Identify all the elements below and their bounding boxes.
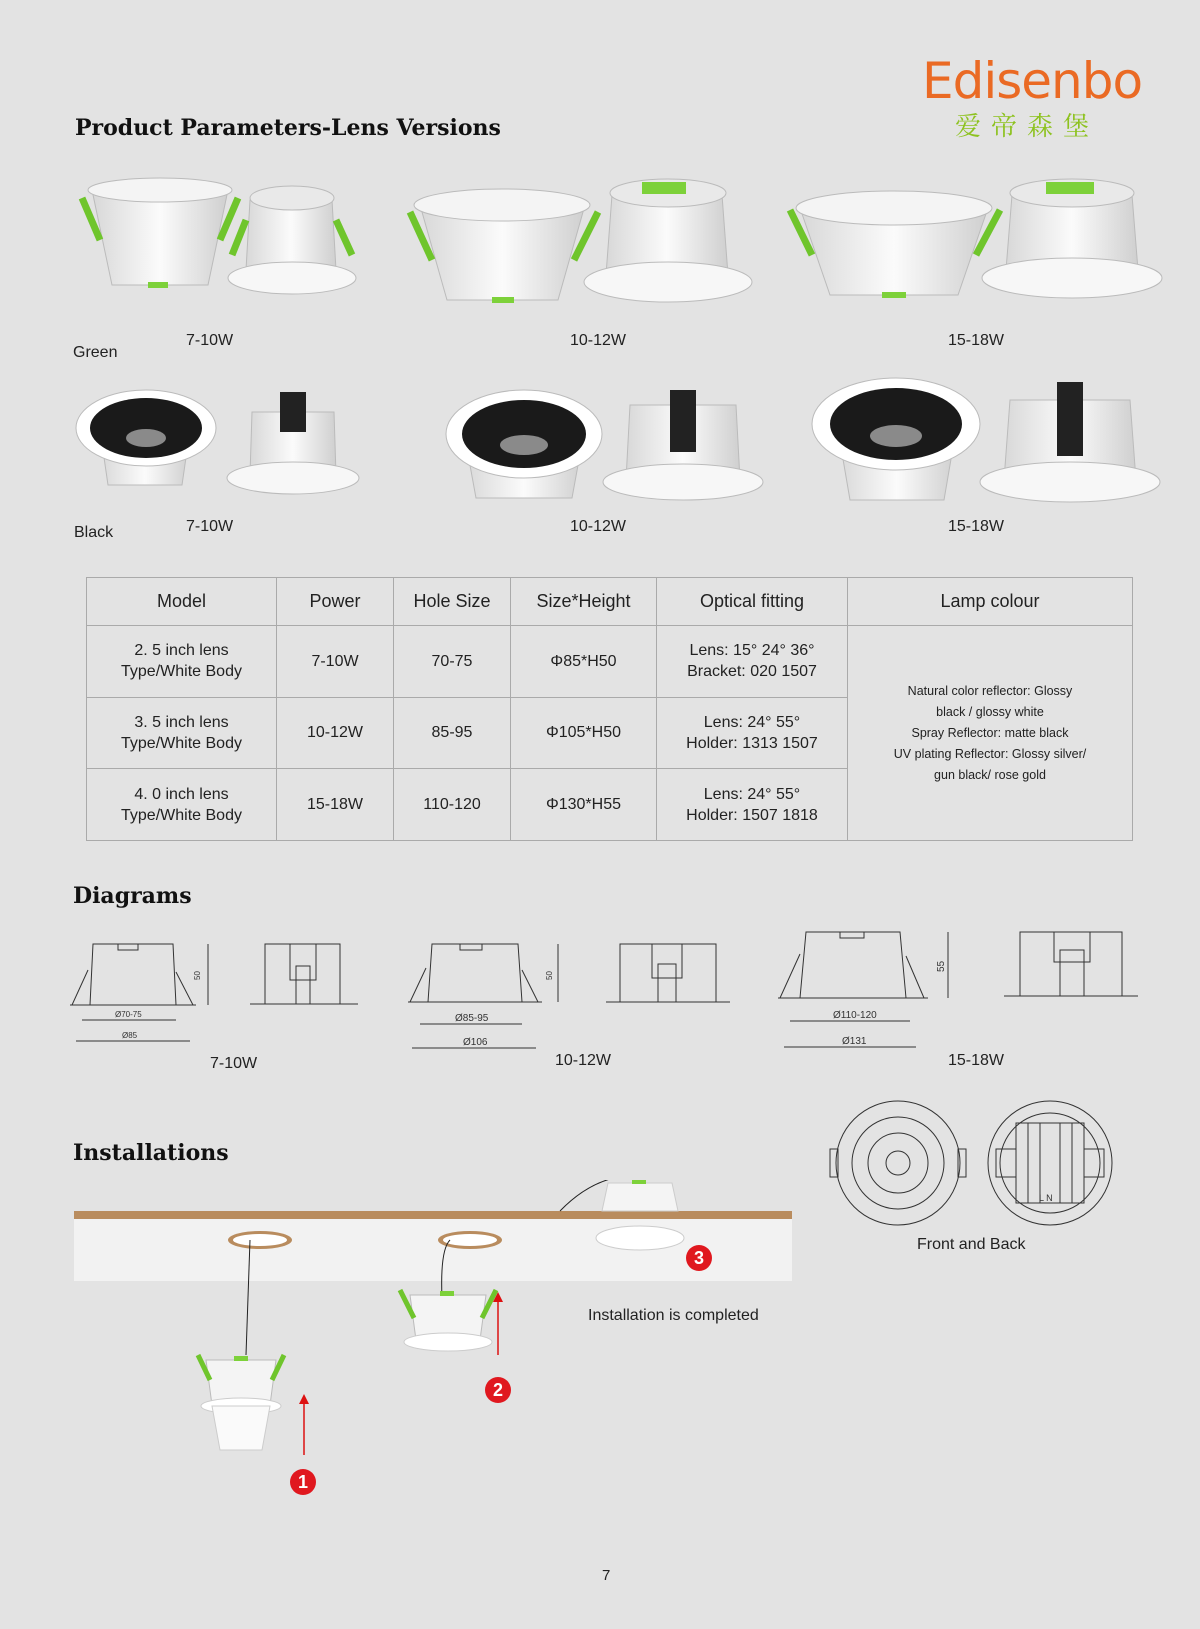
model-line: Type/White Body	[121, 806, 242, 824]
diagram-outer-label: Ø131	[842, 1036, 867, 1047]
diagram-height-label: 50	[545, 971, 554, 980]
product-photos	[0, 160, 1200, 560]
back-view	[988, 1101, 1112, 1225]
diagram-power-label: 15-18W	[948, 1052, 1005, 1069]
model-line: 3. 5 inch lens	[134, 713, 229, 731]
hole-cell: 110-120	[394, 769, 511, 841]
diagram-large-front	[778, 932, 948, 1047]
power-label: 15-18W	[948, 518, 1005, 535]
lamp-green-large-front	[790, 191, 1000, 298]
ceiling-hole-inner	[233, 1234, 287, 1246]
header-model: Model	[87, 578, 277, 626]
power-label: 7-10W	[186, 518, 234, 535]
lamp-colour-cell	[848, 626, 1133, 841]
size-cell: Φ130*H55	[511, 769, 657, 841]
lamp-green-small-back	[228, 186, 356, 294]
lamp-black-small-front	[76, 390, 216, 485]
diagram-inner-label: Ø85-95	[455, 1013, 489, 1024]
header-power: Power	[277, 578, 394, 626]
ceiling-hole-inner	[443, 1234, 497, 1246]
step-2-badge: 2	[485, 1377, 511, 1403]
model-line: 4. 0 inch lens	[134, 785, 229, 803]
diagram-inner-label: Ø110-120	[833, 1010, 877, 1021]
header-lamp-colour: Lamp colour	[848, 578, 1133, 626]
power-label: 10-12W	[570, 518, 627, 535]
optical-cell	[657, 697, 848, 769]
hole-cell: 70-75	[394, 626, 511, 698]
brand-chinese-name: 爱帝森堡	[955, 112, 1100, 142]
optical-line: Holder: 1313 1507	[686, 734, 818, 752]
size-cell: Φ85*H50	[511, 626, 657, 698]
diagram-outer-label: Ø106	[463, 1037, 488, 1048]
model-line: Type/White Body	[121, 663, 242, 681]
diagram-inner-label: Ø70-75	[115, 1010, 142, 1019]
installed-lamp-body	[602, 1183, 678, 1211]
lamp-colour-line: gun black/ rose gold	[934, 767, 1046, 782]
lamp-colour-line: Natural color reflector: Glossy	[907, 683, 1073, 698]
lamp-black-large-front	[812, 378, 980, 500]
diagram-medium-front	[408, 944, 558, 1048]
model-line: 2. 5 inch lens	[134, 642, 229, 660]
lamp-black-small-back	[227, 392, 359, 494]
lamp-step-2	[400, 1290, 496, 1351]
diagram-medium-back	[606, 944, 730, 1002]
diagram-large-back	[1004, 932, 1138, 996]
color-label-black: Black	[74, 524, 114, 541]
terminal-label: L N	[1039, 1193, 1053, 1203]
arrow-step-2	[493, 1292, 503, 1355]
page-title: Product Parameters-Lens Versions	[75, 115, 501, 141]
front-view	[830, 1101, 966, 1225]
step-3-badge: 3	[686, 1245, 712, 1271]
power-label: 7-10W	[186, 332, 234, 349]
hole-cell: 85-95	[394, 697, 511, 769]
arrow-step-1	[299, 1394, 309, 1455]
lamp-green-medium-front	[410, 189, 598, 303]
optical-line: Lens: 24° 55°	[703, 713, 801, 731]
lamp-green-small-front	[82, 178, 238, 288]
diagrams-heading: Diagrams	[73, 883, 192, 909]
lamp-colour-line: black / glossy white	[936, 704, 1044, 719]
step-1-badge: 1	[290, 1469, 316, 1495]
lamp-colour-line: UV plating Reflector: Glossy silver/	[893, 746, 1087, 761]
optical-cell	[657, 769, 848, 841]
optical-cell	[657, 626, 848, 698]
lamp-colour-line: Spray Reflector: matte black	[911, 725, 1069, 740]
power-label: 10-12W	[570, 332, 627, 349]
diagram-power-label: 7-10W	[210, 1055, 258, 1072]
brand-logo: Edisenbo	[922, 52, 1143, 110]
optical-line: Bracket: 020 1507	[687, 663, 817, 681]
installation-completed-label: Installation is completed	[588, 1307, 759, 1324]
diagram-height-label: 55	[936, 960, 947, 972]
diagram-outer-label: Ø85	[122, 1031, 138, 1040]
power-cell: 7-10W	[277, 626, 394, 698]
ceiling-board-edge	[74, 1211, 792, 1219]
lamp-step-1	[198, 1355, 284, 1450]
diagram-height-label: 50	[193, 971, 202, 980]
optical-line: Lens: 24° 55°	[703, 785, 801, 803]
installed-lamp-trim	[596, 1226, 684, 1250]
installations-heading: Installations	[73, 1140, 229, 1166]
optical-line: Holder: 1507 1818	[686, 806, 818, 824]
power-label: 15-18W	[948, 332, 1005, 349]
model-cell	[87, 769, 277, 841]
ceiling-board	[74, 1211, 792, 1281]
size-cell: Φ105*H50	[511, 697, 657, 769]
lamp-black-medium-front	[446, 390, 602, 498]
table-header-row	[87, 578, 1133, 626]
diagram-small-back	[250, 944, 358, 1004]
page-number: 7	[602, 1567, 611, 1584]
model-cell	[87, 626, 277, 698]
spec-table	[86, 577, 1133, 841]
lamp-green-large-back	[982, 179, 1162, 298]
lamp-black-medium-back	[603, 390, 763, 500]
color-label-green: Green	[73, 344, 118, 361]
header-hole-size: Hole Size	[394, 578, 511, 626]
lamp-green-medium-back	[584, 179, 752, 302]
optical-line: Lens: 15° 24° 36°	[689, 642, 815, 660]
front-back-label: Front and Back	[917, 1236, 1026, 1253]
header-optical-fitting: Optical fitting	[657, 578, 848, 626]
lamp-black-large-back	[980, 382, 1160, 502]
installation-illustration	[70, 1180, 800, 1510]
model-cell	[87, 697, 277, 769]
power-cell: 10-12W	[277, 697, 394, 769]
front-back-drawing	[820, 1095, 1140, 1235]
table-row	[87, 626, 1133, 698]
power-cell: 15-18W	[277, 769, 394, 841]
header-size-height: Size*Height	[511, 578, 657, 626]
model-line: Type/White Body	[121, 734, 242, 752]
diagram-small-front	[70, 944, 208, 1041]
diagram-power-label: 10-12W	[555, 1052, 612, 1069]
